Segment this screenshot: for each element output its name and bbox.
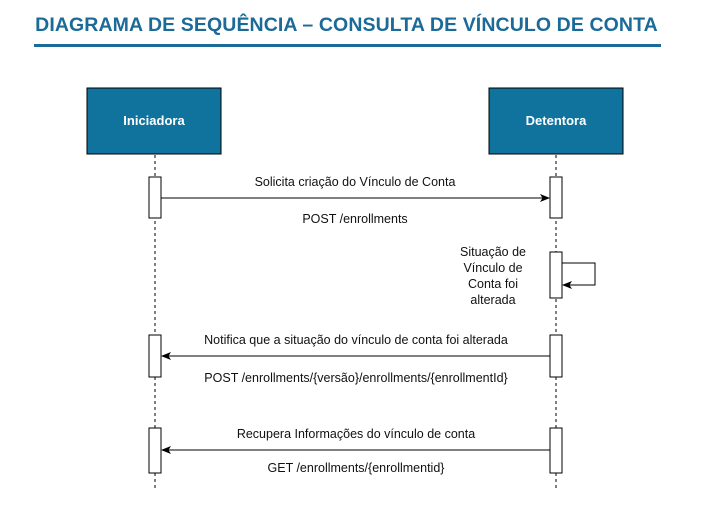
self-message-label-line2: Vínculo de (463, 261, 523, 275)
actor-initiator[interactable] (87, 88, 221, 154)
message-endpoint-notify-status: POST /enrollments/{versão}/enrollments/{enrollmentId} (204, 371, 508, 385)
activation-initiator-1 (149, 177, 161, 218)
self-message-label-line3: Conta foi (467, 277, 519, 291)
message-label-retrieve-info: Recupera Informações do vínculo de conta (236, 427, 476, 441)
message-label-create-enrollment: Solicita criação do Vínculo de Conta (254, 175, 456, 189)
activation-initiator-3 (149, 428, 161, 473)
diagram-title: DIAGRAMA DE SEQUÊNCIA – CONSULTA DE VÍNCULO DE CONTA (35, 14, 658, 36)
activation-holder-self (550, 252, 562, 298)
activation-holder-2 (550, 335, 562, 377)
self-message-label-line1: Situação de (459, 245, 527, 259)
actor-initiator-label: Iniciadora (123, 113, 185, 128)
self-message-arrow (562, 263, 595, 285)
actor-holder-label: Detentora (525, 113, 587, 128)
message-label-notify-status: Notifica que a situação do vínculo de conta foi alterada (204, 333, 508, 347)
message-endpoint-create-enrollment: POST /enrollments (302, 212, 408, 226)
activation-holder-1 (550, 177, 562, 218)
actor-holder[interactable] (489, 88, 623, 154)
message-endpoint-retrieve-info: GET /enrollments/{enrollmentid} (267, 461, 445, 475)
activation-initiator-2 (149, 335, 161, 377)
self-message-label-line4: alterada (470, 293, 516, 307)
activation-holder-3 (550, 428, 562, 473)
